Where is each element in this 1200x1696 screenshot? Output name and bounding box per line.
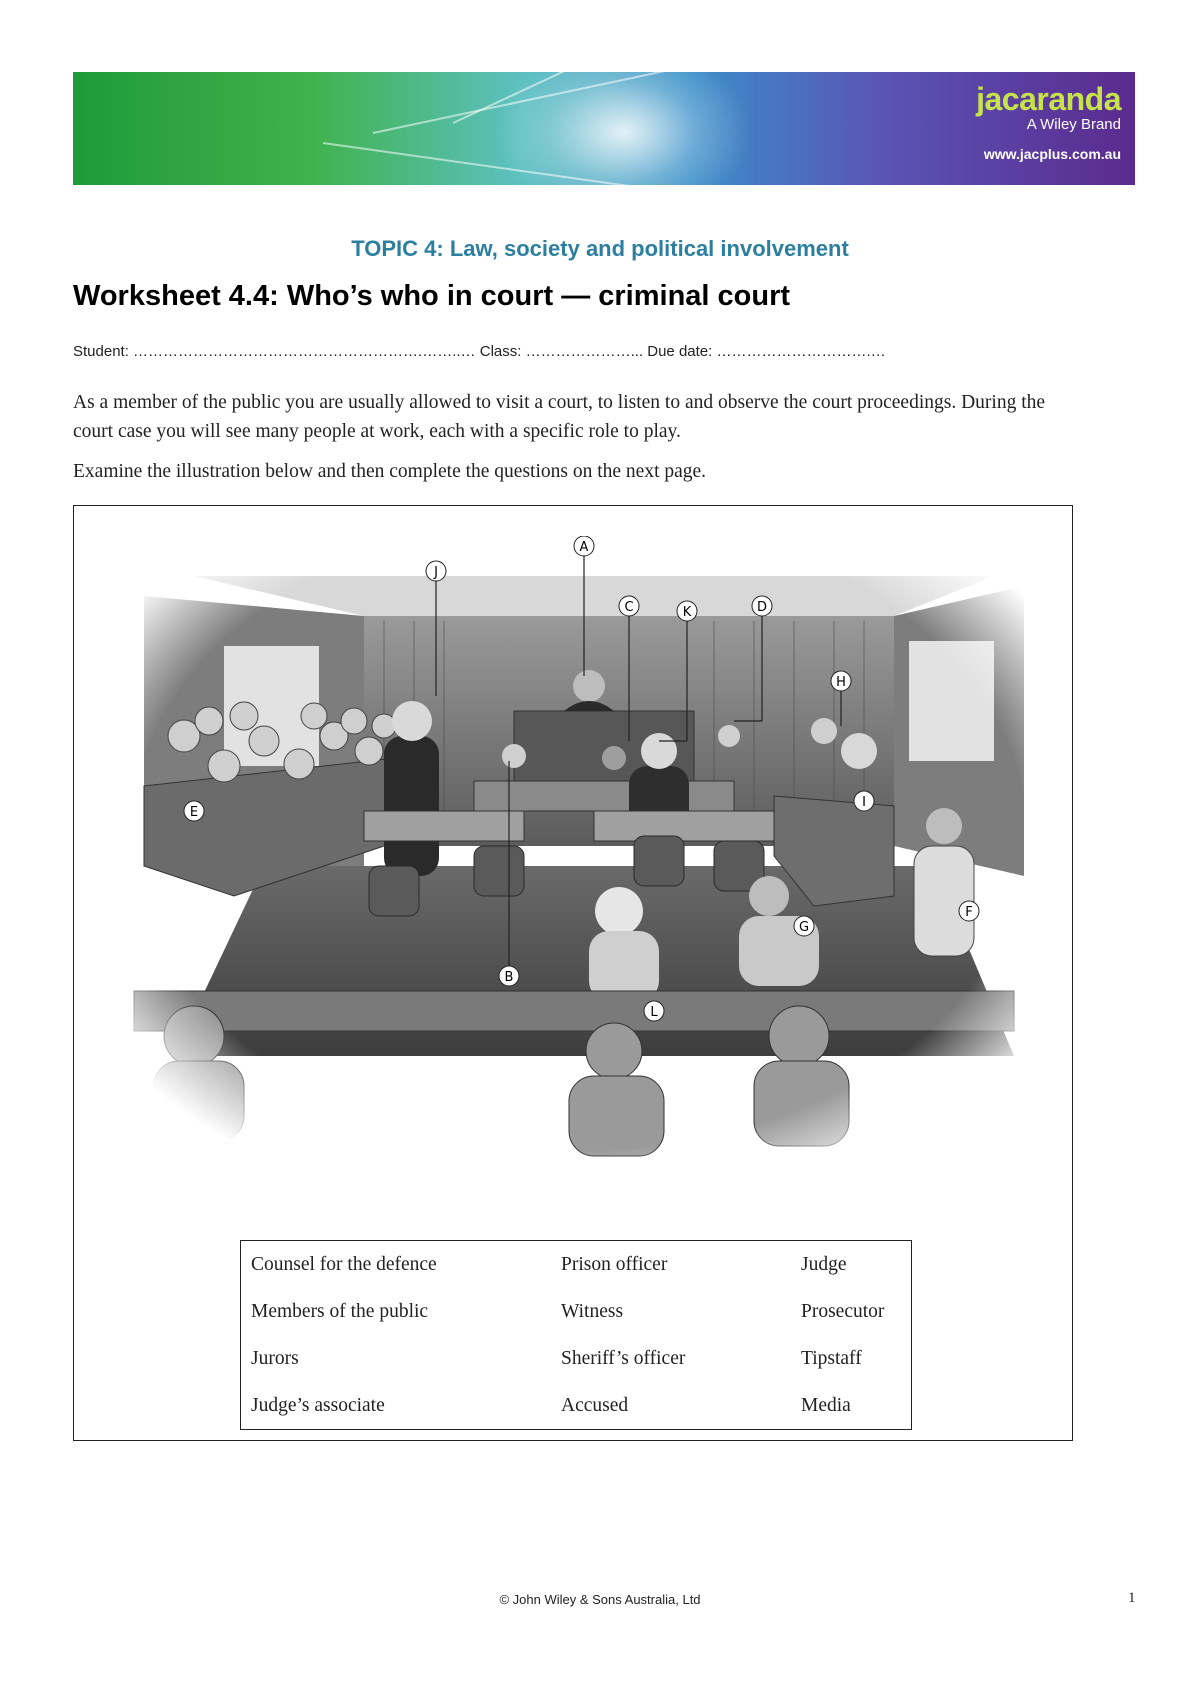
callout-k <box>677 601 697 621</box>
callout-label: E <box>189 805 199 820</box>
callout-label: H <box>836 675 846 690</box>
table-cell: Counsel for the defence <box>251 1253 437 1275</box>
student-label: Student: <box>73 343 134 360</box>
table-cell: Prison officer <box>561 1253 668 1275</box>
intro-paragraph-1: As a member of the public you are usually allowed to visit a court, to listen to and observe the court proceedings. During the court case you will see many people at work, each with a specific role to play. <box>73 392 1046 442</box>
class-label: Class: <box>475 343 526 360</box>
table-row <box>241 1241 912 1289</box>
due-date-field[interactable]: ………………………….… <box>716 343 886 360</box>
topic-heading: TOPIC 4: Law, society and political involvement <box>351 236 849 261</box>
callout-label: K <box>682 605 692 620</box>
table-cell: Judge <box>801 1253 847 1275</box>
callout-label: B <box>504 970 514 985</box>
callout-f <box>959 901 979 921</box>
courtroom-illustration <box>114 536 1044 1196</box>
court-roles-table <box>240 1240 912 1430</box>
banner-glow <box>493 72 753 185</box>
callout-a <box>574 536 594 556</box>
callout-label: J <box>434 565 438 580</box>
due-date-label: . Due date: <box>638 343 717 360</box>
callout-e <box>184 801 204 821</box>
callout-d <box>752 596 772 616</box>
student-field[interactable]: ………………………………………………….……..… <box>133 343 476 360</box>
callout-label: D <box>756 600 768 615</box>
callout-j <box>426 561 446 581</box>
table-row <box>241 1382 912 1430</box>
table-cell: Members of the public <box>251 1300 429 1322</box>
table-cell: Media <box>801 1394 851 1416</box>
student-details-line <box>73 343 886 360</box>
callout-label: F <box>965 905 973 920</box>
table-cell: Judge’s associate <box>251 1394 385 1416</box>
class-field[interactable]: ………………….. <box>525 343 639 360</box>
table-row <box>241 1288 912 1335</box>
table-cell: Jurors <box>251 1347 299 1369</box>
copyright-footer: © John Wiley & Sons Australia, Ltd <box>499 1592 701 1607</box>
table-cell: Witness <box>561 1300 624 1322</box>
table-cell: Sheriff’s officer <box>561 1347 686 1369</box>
page-number: 1 <box>1128 1590 1136 1606</box>
brand-logo: jacaranda <box>976 81 1121 117</box>
worksheet-title: Worksheet 4.4: Who’s who in court — criminal court <box>73 280 791 312</box>
table-cell: Prosecutor <box>801 1300 885 1322</box>
callout-l <box>644 1001 664 1021</box>
callout-label: C <box>624 600 634 615</box>
callout-b <box>499 966 519 986</box>
table-cell: Accused <box>561 1394 629 1416</box>
callout-c <box>619 596 639 616</box>
brand-url[interactable]: www.jacplus.com.au <box>983 146 1121 162</box>
callout-i <box>854 791 874 811</box>
intro-paragraph-2: Examine the illustration below and then complete the questions on the next page. <box>73 461 707 482</box>
callout-g <box>794 916 814 936</box>
table-cell: Tipstaff <box>801 1347 862 1369</box>
brand-block <box>976 82 1121 162</box>
callout-label: L <box>650 1005 658 1020</box>
callout-label: A <box>579 540 589 555</box>
callout-label: G <box>798 920 810 935</box>
table-row <box>241 1335 912 1382</box>
header-banner <box>73 72 1135 185</box>
brand-subtitle: A Wiley Brand <box>1026 116 1121 133</box>
callout-label: I <box>862 795 866 810</box>
callout-h <box>831 671 851 691</box>
